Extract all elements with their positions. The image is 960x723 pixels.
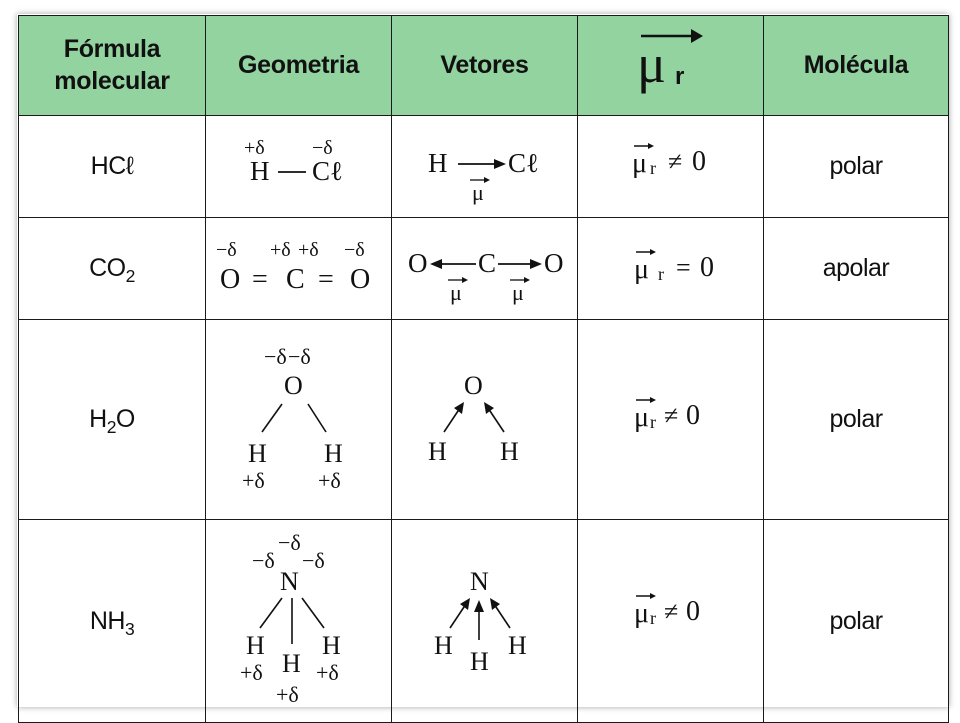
header-resultant-moment <box>578 16 764 116</box>
atom-label: H <box>250 156 270 186</box>
classification-cell <box>764 218 949 320</box>
dipole-arrow-head <box>494 159 506 169</box>
charge-label: +δ <box>276 682 299 707</box>
atom-label: H <box>322 631 341 660</box>
formula-subscript: 3 <box>124 618 135 639</box>
atom-label: N <box>470 567 489 596</box>
h2o-vector-diagram <box>392 320 578 514</box>
vectors-cell <box>392 218 578 320</box>
header-formula <box>19 16 206 116</box>
relation-sign: = <box>676 253 691 282</box>
co2-vector-diagram <box>392 218 578 314</box>
mu-subscript: r <box>658 264 664 284</box>
atom-label: O <box>544 248 564 278</box>
co2-geometry-diagram <box>206 218 392 314</box>
geometry-cell <box>206 116 392 218</box>
header-formula-line2: molecular <box>54 66 170 95</box>
atom-label: H <box>470 647 489 676</box>
charge-label: +δ <box>240 660 263 685</box>
formula-subscript: 2 <box>125 266 135 286</box>
formula-cell <box>19 320 206 520</box>
mu-label: μ <box>512 280 524 305</box>
atom-label: H <box>428 437 447 466</box>
charge-label: −δ <box>278 530 301 555</box>
relation-sign: ≠ <box>664 401 679 430</box>
dipole-arrow-head <box>454 402 464 414</box>
charge-label: +δ <box>244 137 265 159</box>
atom-label: N <box>280 567 299 596</box>
formula-text: HCℓ <box>90 152 134 180</box>
header-vectors: Vetores <box>392 16 578 116</box>
geometry-cell <box>206 520 392 723</box>
atom-label: O <box>350 264 371 295</box>
mu-vector-bar-head <box>650 397 656 403</box>
header-molecule: Molécula <box>764 16 949 116</box>
classification-text: polar <box>829 405 883 433</box>
moment-cell <box>578 520 764 723</box>
atom-label: C <box>286 264 305 295</box>
dipole-arrow-head <box>530 259 542 269</box>
moment-expression <box>578 116 764 212</box>
formula-text: NH <box>89 606 125 635</box>
moment-cell <box>578 320 764 520</box>
header-mu-arrow-head <box>691 29 703 43</box>
double-bond: = <box>252 264 268 295</box>
moment-expression <box>578 218 764 314</box>
formula-cell <box>19 520 206 723</box>
classification-cell <box>764 116 949 218</box>
geometry-cell <box>206 218 392 320</box>
mu-glyph: μ <box>634 254 650 285</box>
geometry-cell <box>206 320 392 520</box>
moment-expression <box>578 520 764 717</box>
header-mu-subscript: r <box>674 63 684 91</box>
atom-label: H <box>508 631 527 660</box>
header-geometry: Geometria <box>206 16 392 116</box>
charge-label: −δ <box>216 239 237 261</box>
atom-label: H <box>248 439 267 468</box>
charge-label: +δ <box>298 239 319 261</box>
single-bond <box>260 598 282 628</box>
charge-label: −δ <box>252 548 275 573</box>
vectors-cell <box>392 116 578 218</box>
atom-label: O <box>284 371 303 400</box>
dipole-arrow-head <box>474 600 484 612</box>
vectors-cell <box>392 520 578 723</box>
classification-cell <box>764 520 949 723</box>
table-row-co2 <box>19 218 949 320</box>
single-bond <box>308 404 326 432</box>
charge-label: +δ <box>316 660 339 685</box>
atom-label: H <box>246 631 265 660</box>
atom-label: H <box>434 631 453 660</box>
classification-text: polar <box>829 152 883 180</box>
classification-text: apolar <box>822 254 890 282</box>
mu-vector-bar-head <box>524 277 530 283</box>
dipole-arrow <box>494 604 510 628</box>
mu-vector-bar-head <box>650 593 656 599</box>
atom-label: C <box>478 248 497 278</box>
charge-label: −δ <box>312 137 333 159</box>
atom-label: Cℓ <box>312 156 343 186</box>
dipole-arrow-head <box>460 598 470 610</box>
mu-subscript: r <box>650 158 656 178</box>
formula-text: CO <box>89 254 126 282</box>
charge-label: −δ <box>288 344 311 369</box>
moment-value: 0 <box>686 400 700 431</box>
nh3-geometry-diagram <box>206 520 392 717</box>
mu-subscript: r <box>650 608 656 628</box>
mu-vector-bar-head <box>484 177 490 183</box>
mu-vector-bar-head <box>648 143 654 149</box>
mu-vector-bar-head <box>650 249 656 255</box>
vectors-cell <box>392 320 578 520</box>
polarity-table <box>18 15 949 723</box>
formula-text-tail: O <box>115 405 135 433</box>
atom-label: O <box>408 248 428 278</box>
atom-label: O <box>464 371 483 400</box>
mu-vector-bar-head <box>462 277 468 283</box>
atom-label: H <box>282 649 301 678</box>
nh3-vector-diagram <box>392 520 578 717</box>
formula-subscript: 2 <box>106 417 116 437</box>
dipole-arrow <box>444 408 460 432</box>
mu-label: μ <box>450 280 462 305</box>
single-bond <box>262 404 282 432</box>
table-row-hcl <box>19 116 949 218</box>
formula-text: H <box>89 405 107 433</box>
charge-label: +δ <box>270 239 291 261</box>
table-row-h2o <box>19 320 949 520</box>
moment-value: 0 <box>686 596 700 627</box>
moment-cell <box>578 218 764 320</box>
charge-label: −δ <box>344 239 365 261</box>
header-formula-line1: Fórmula <box>63 35 161 64</box>
charge-label: −δ <box>302 548 325 573</box>
header-mu-glyph: μ <box>636 34 666 95</box>
atom-label: O <box>220 264 241 295</box>
header-mu-r-symbol <box>631 26 711 96</box>
formula-cell <box>19 116 206 218</box>
h2o-geometry-diagram <box>206 320 392 514</box>
relation-sign: ≠ <box>664 597 679 626</box>
atom-label: H <box>324 439 343 468</box>
hcl-vector-diagram <box>392 116 578 212</box>
classification-text: polar <box>829 606 883 635</box>
moment-expression <box>578 320 764 514</box>
atom-label: H <box>500 437 519 466</box>
table-row-nh3 <box>19 520 949 723</box>
mu-glyph: μ <box>634 598 650 629</box>
dipole-arrow-head <box>484 402 494 414</box>
classification-cell <box>764 320 949 520</box>
moment-cell <box>578 116 764 218</box>
mu-subscript: r <box>650 412 656 432</box>
dipole-arrow <box>488 408 504 432</box>
charge-label: +δ <box>242 468 265 493</box>
single-bond <box>302 598 324 628</box>
double-bond: = <box>318 264 334 295</box>
mu-glyph: μ <box>632 148 648 179</box>
moment-value: 0 <box>700 252 714 283</box>
dipole-arrow <box>450 604 466 628</box>
relation-sign: ≠ <box>668 147 683 176</box>
header-row <box>19 16 949 116</box>
moment-value: 0 <box>692 146 706 177</box>
atom-label: Cℓ <box>508 148 539 178</box>
hcl-geometry-diagram <box>206 116 392 212</box>
mu-label: μ <box>472 180 484 205</box>
formula-cell <box>19 218 206 320</box>
atom-label: H <box>428 148 448 178</box>
dipole-arrow-head <box>490 598 500 610</box>
charge-label: +δ <box>318 468 341 493</box>
mu-glyph: μ <box>634 402 650 433</box>
charge-label: −δ <box>264 344 287 369</box>
